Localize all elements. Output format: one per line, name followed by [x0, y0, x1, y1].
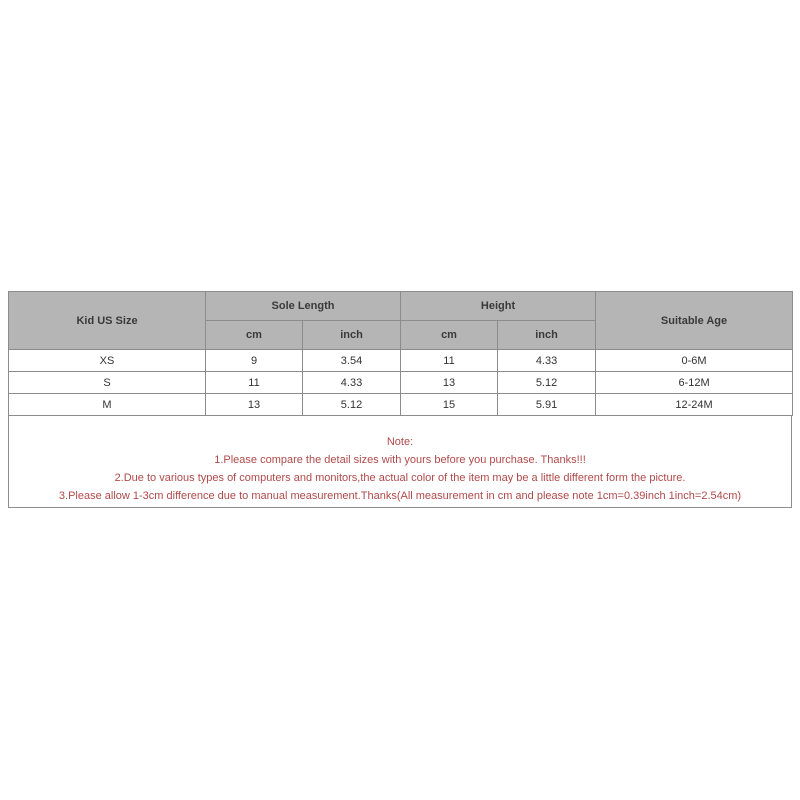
- subheader-sole-cm: cm: [206, 321, 303, 350]
- cell-age: 0-6M: [596, 350, 793, 372]
- subheader-height-inch: inch: [498, 321, 596, 350]
- cell-height-cm: 15: [401, 394, 498, 416]
- table-row: [9, 350, 793, 372]
- size-chart: [8, 291, 792, 508]
- cell-height-inch: 4.33: [498, 350, 596, 372]
- header-kid-us-size: Kid US Size: [9, 292, 206, 350]
- notes-title: Note:: [386, 436, 414, 448]
- cell-sole-cm: 11: [206, 372, 303, 394]
- subheader-sole-inch: inch: [303, 321, 401, 350]
- note-line-1: 1.Please compare the detail sizes with yours before you purchase. Thanks!!!: [214, 454, 586, 466]
- header-row: [9, 292, 793, 321]
- subheader-height-cm: cm: [401, 321, 498, 350]
- cell-height-inch: 5.91: [498, 394, 596, 416]
- header-sole-length: Sole Length: [206, 292, 401, 321]
- cell-sole-inch: 4.33: [303, 372, 401, 394]
- header-height: Height: [401, 292, 596, 321]
- cell-size: S: [9, 372, 206, 394]
- size-table: [8, 291, 793, 416]
- cell-sole-cm: 13: [206, 394, 303, 416]
- cell-height-cm: 11: [401, 350, 498, 372]
- cell-age: 6-12M: [596, 372, 793, 394]
- cell-sole-inch: 5.12: [303, 394, 401, 416]
- cell-height-inch: 5.12: [498, 372, 596, 394]
- note-line-2: 2.Due to various types of computers and monitors,the actual color of the item may be a little different form the picture.: [114, 472, 686, 484]
- cell-age: 12-24M: [596, 394, 793, 416]
- cell-sole-inch: 3.54: [303, 350, 401, 372]
- cell-sole-cm: 9: [206, 350, 303, 372]
- table-row: [9, 372, 793, 394]
- table-row: [9, 394, 793, 416]
- notes-box: [8, 416, 792, 508]
- cell-size: XS: [9, 350, 206, 372]
- header-suitable-age: Suitable Age: [596, 292, 793, 350]
- cell-height-cm: 13: [401, 372, 498, 394]
- cell-size: M: [9, 394, 206, 416]
- note-line-3: 3.Please allow 1-3cm difference due to manual measurement.Thanks(All measurement in cm and please note 1cm=0.39inch 1inch=2.54cm): [58, 490, 742, 502]
